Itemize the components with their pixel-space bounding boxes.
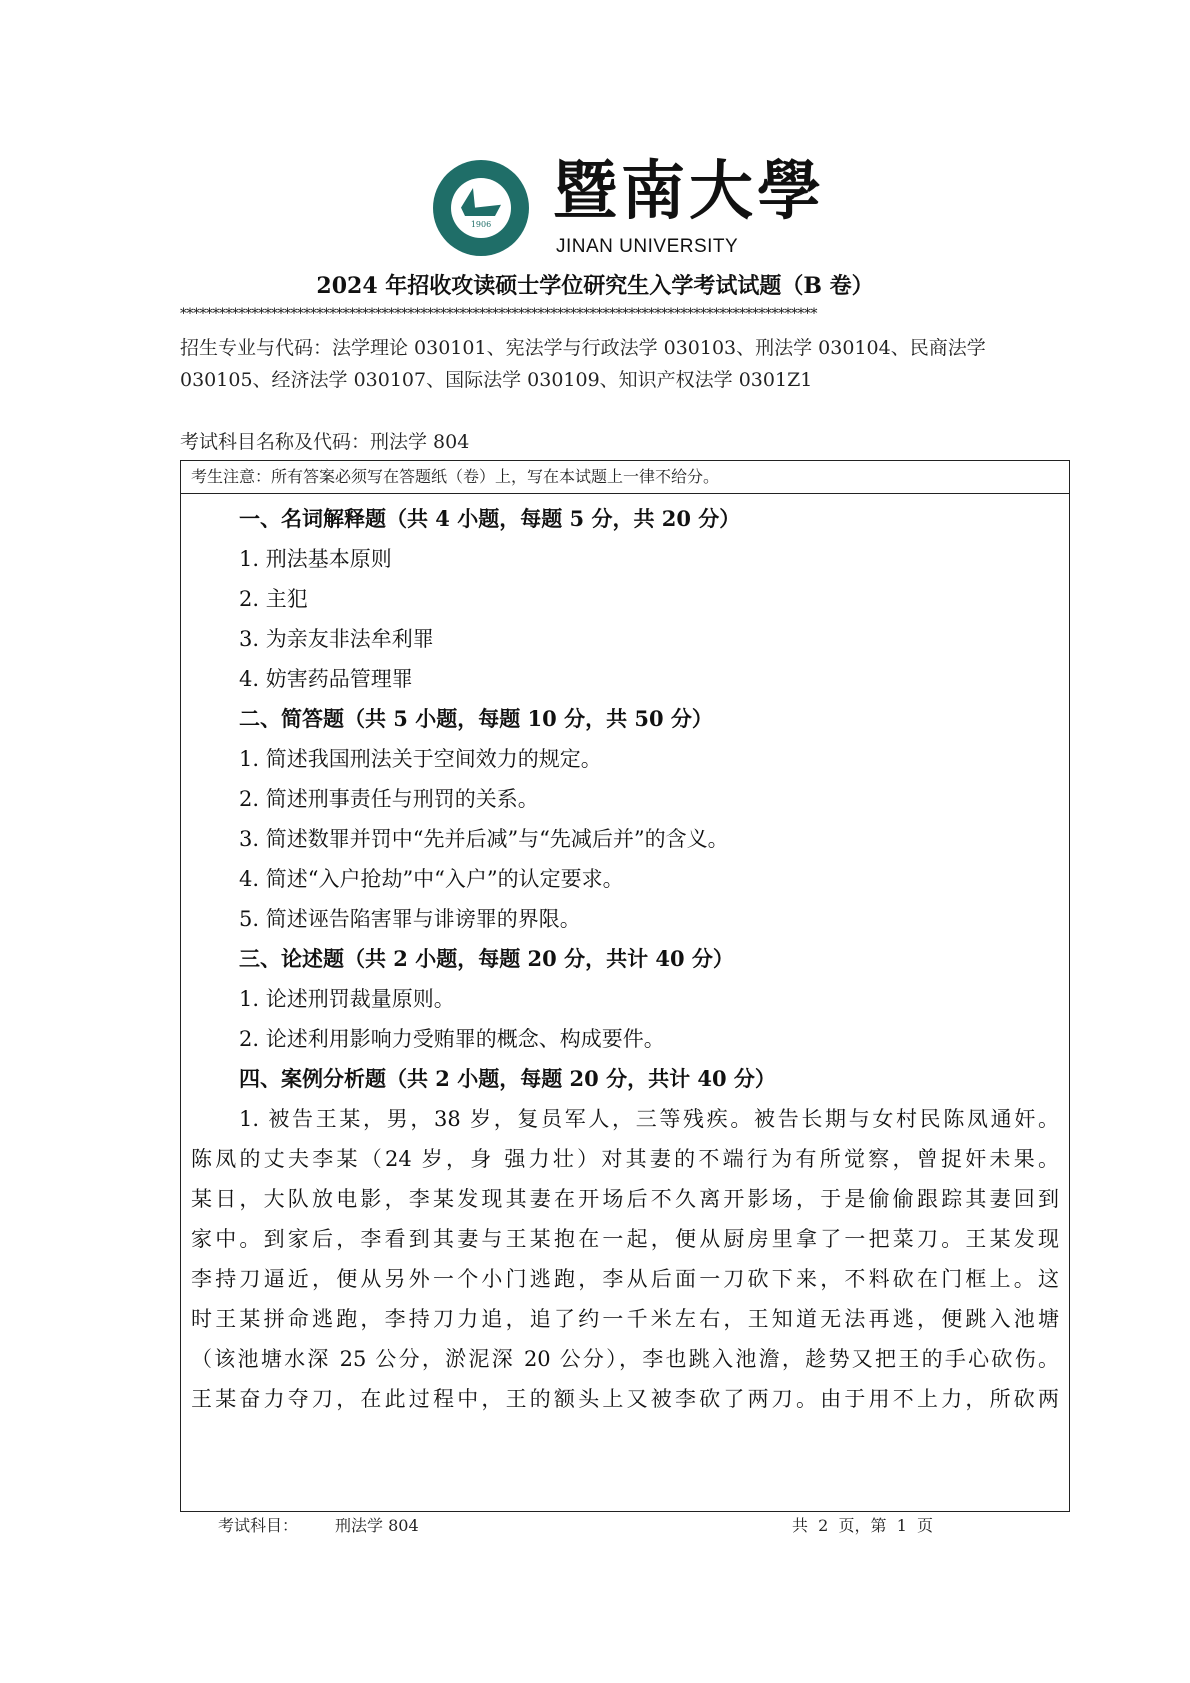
- question-item: 2. 主犯: [239, 587, 308, 611]
- footer-page-number: 共 2 页，第 1 页: [792, 1516, 934, 1535]
- question-item: 4. 简述“入户抢劫”中“入户”的认定要求。: [239, 867, 624, 891]
- footer-subject-value: 刑法学 804: [335, 1516, 419, 1535]
- case-text-line: 陈凤的丈夫李某（24 岁，身 强力壮）对其妻的不端行为有所觉察，曾捉奸未果。: [191, 1147, 1059, 1171]
- question-item: 1. 刑法基本原则: [239, 547, 392, 571]
- question-box: [180, 460, 1070, 1512]
- case-text-line: （该池塘水深 25 公分，淤泥深 20 公分），李也跳入池澹，趁势又把王的手心砍伤。: [191, 1347, 1059, 1371]
- section-heading: 二、简答题（共 5 小题，每题 10 分，共 50 分）: [239, 706, 713, 731]
- case-text-line: 家中。到家后，李看到其妻与王某抱在一起，便从厨房里拿了一把菜刀。王某发现: [191, 1227, 1059, 1251]
- question-item: 4. 妨害药品管理罪: [239, 667, 413, 691]
- seal-year: 1906: [470, 220, 492, 229]
- case-text-line: 1. 被告王某，男，38 岁，复员军人，三等残疾。被告长期与女村民陈凤通奸。: [239, 1107, 1059, 1131]
- question-item: 5. 简述诬告陷害罪与诽谤罪的界限。: [239, 907, 581, 931]
- exam-title: 2024 年招收攻读硕士学位研究生入学考试试题（B 卷）: [316, 273, 874, 299]
- logo-english-name: JINAN UNIVERSITY: [556, 236, 739, 257]
- divider: [181, 493, 1069, 494]
- question-item: 1. 论述刑罚裁量原则。: [239, 987, 455, 1011]
- case-text-line: 李持刀逼近，便从另外一个小门逃跑，李从后面一刀砍下来，不料砍在门框上。这: [191, 1267, 1059, 1291]
- star-divider: **************************************************************************************************: [180, 306, 817, 322]
- university-seal-logo: [433, 160, 529, 256]
- question-item: 3. 简述数罪并罚中“先并后减”与“先减后并”的含义。: [239, 827, 729, 851]
- majors-line-1: 招生专业与代码：法学理论 030101、宪法学与行政法学 030103、刑法学 030104、民商法学: [180, 337, 986, 359]
- case-text-line: 时王某拼命逃跑，李持刀力追，追了约一千米左右，王知道无法再逃，便跳入池塘: [191, 1307, 1059, 1331]
- section-heading: 一、名词解释题（共 4 小题，每题 5 分，共 20 分）: [239, 506, 741, 531]
- questions: [191, 499, 1059, 1419]
- subject-line: 考试科目名称及代码：刑法学 804: [180, 431, 470, 453]
- section-heading: 四、案例分析题（共 2 小题，每题 20 分，共计 40 分）: [239, 1066, 776, 1091]
- question-item: 2. 简述刑事责任与刑罚的关系。: [239, 787, 539, 811]
- question-item: 1. 简述我国刑法关于空间效力的规定。: [239, 747, 602, 771]
- notice: 考生注意：所有答案必须写在答题纸（卷）上，写在本试题上一律不给分。: [191, 467, 720, 486]
- case-text-line: 某日，大队放电影，李某发现其妻在开场后不久离开影场，于是偷偷跟踪其妻回到: [191, 1187, 1059, 1211]
- question-item: 3. 为亲友非法牟利罪: [239, 627, 434, 651]
- logo-chinese-name: 暨南大學: [553, 154, 825, 229]
- question-item: 2. 论述利用影响力受贿罪的概念、构成要件。: [239, 1027, 665, 1051]
- section-heading: 三、论述题（共 2 小题，每题 20 分，共计 40 分）: [239, 946, 734, 971]
- footer-subject-label: 考试科目：: [218, 1516, 299, 1535]
- majors-line-2: 030105、经济法学 030107、国际法学 030109、知识产权法学 0301Z1: [180, 369, 813, 391]
- case-text-line: 王某奋力夺刀，在此过程中，王的额头上又被李砍了两刀。由于用不上力，所砍两: [191, 1387, 1059, 1411]
